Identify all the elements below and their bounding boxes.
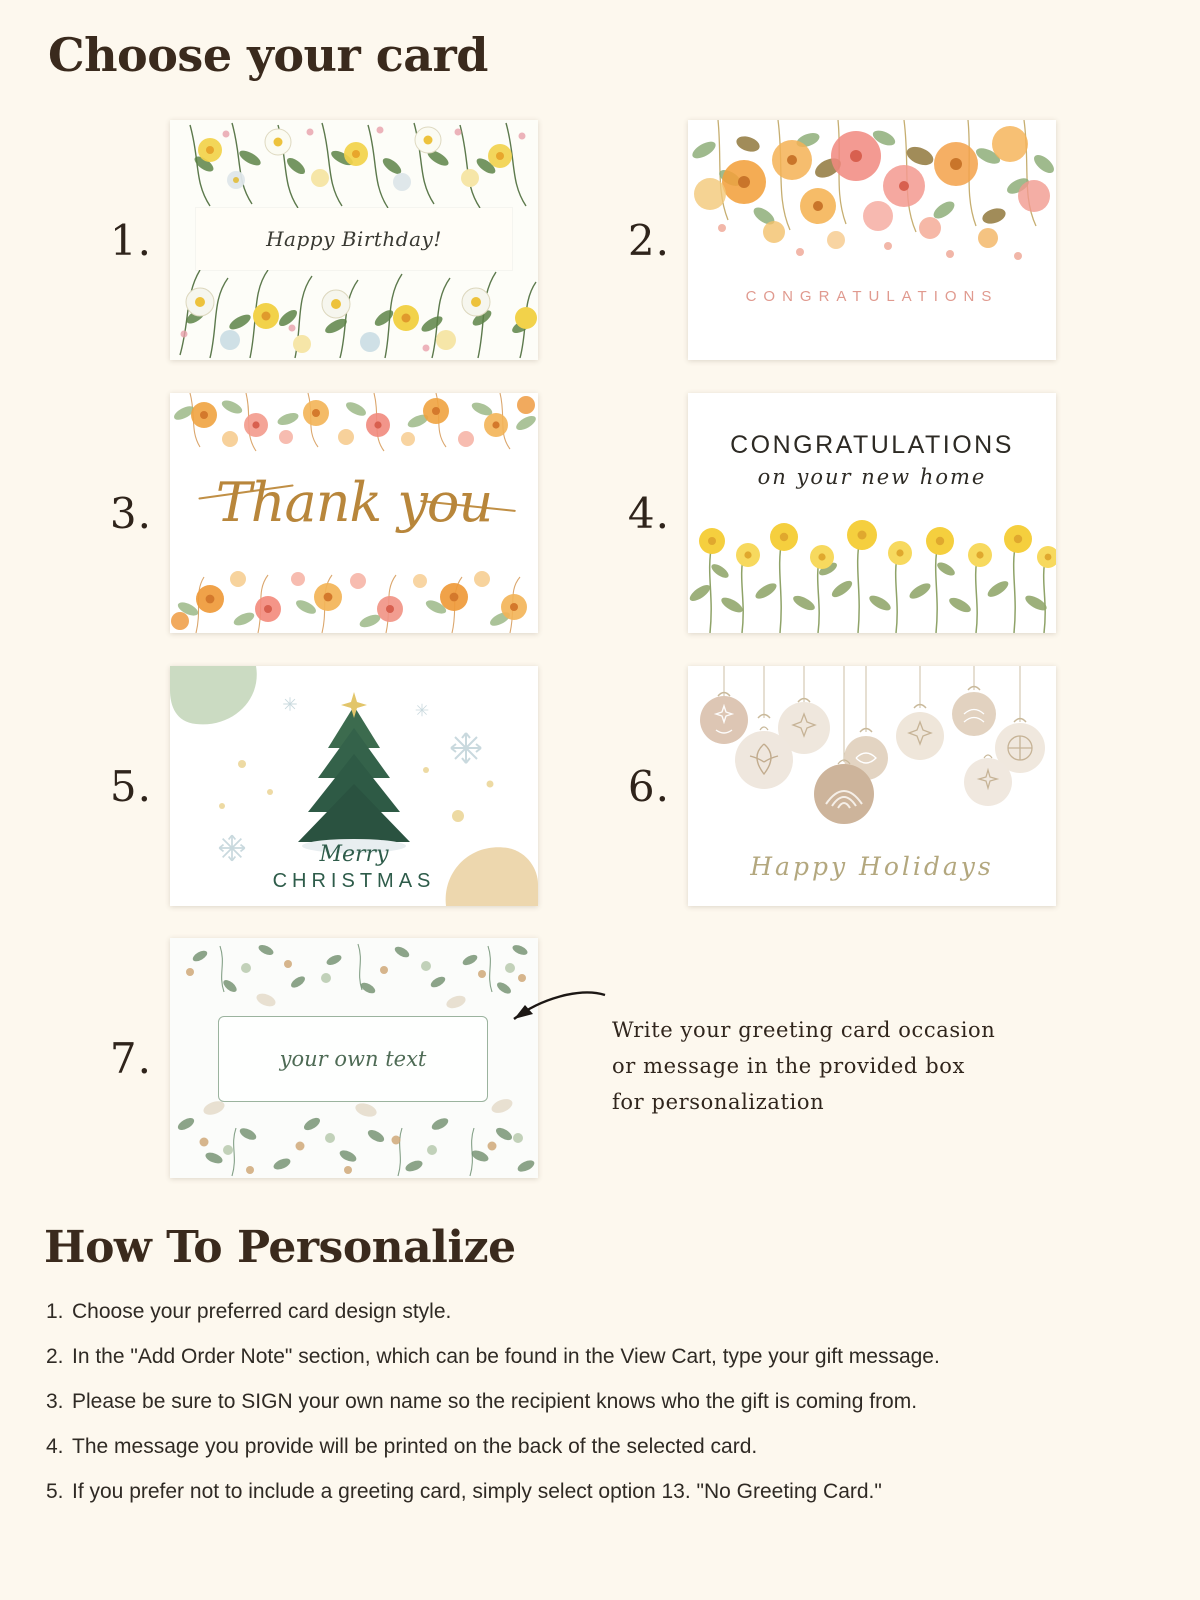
annotation-line-2: or message in the provided box [612,1054,965,1078]
card-thumbnail-1[interactable] [170,120,538,360]
annotation-line-3: for personalization [612,1090,825,1114]
page-title: Choose your card [48,28,488,82]
card-thumbnail-2[interactable] [688,120,1056,360]
card-5-sublabel: CHRISTMAS [272,870,436,892]
list-item [46,1435,1166,1459]
instructions-list [46,1300,1166,1525]
card-7-label: your own text [279,1047,427,1071]
annotation-text [612,1012,1082,1120]
list-item [46,1390,1166,1414]
instruction-text: In the "Add Order Note" section, which can be found in the View Cart, type your gift message. [72,1345,940,1368]
card-4-label: CONGRATULATIONS [730,431,1014,459]
card-number-6: 6. [627,761,670,811]
instruction-number: 4. [46,1435,64,1458]
card-number-3: 3. [109,488,152,538]
list-item [46,1480,1166,1504]
instruction-number: 1. [46,1300,64,1323]
instruction-text: The message you provide will be printed on the back of the selected card. [72,1435,758,1458]
arrow-icon [500,985,610,1045]
card-option-2[interactable] [608,120,1056,360]
watercolor-floral-icon [688,120,1056,360]
list-item [46,1300,1166,1324]
card-number-1: 1. [109,215,152,265]
instruction-text: If you prefer not to include a greeting card, simply select option 13. "No Greeting Card." [72,1480,882,1503]
card-6-label: Happy Holidays [750,852,994,881]
card-thumbnail-4[interactable] [688,393,1056,633]
card-thumbnail-3[interactable] [170,393,538,633]
instruction-text: Choose your preferred card design style. [72,1300,452,1323]
instruction-number: 3. [46,1390,64,1413]
instruction-number: 2. [46,1345,64,1368]
card-5-label: Merry [319,842,389,867]
card-7-text-frame [218,1016,488,1102]
card-number-2: 2. [627,215,670,265]
card-4-sublabel: on your new home [757,465,987,489]
card-thumbnail-7[interactable] [170,938,538,1178]
card-3-label: Thank you [215,471,493,534]
card-option-4[interactable] [608,393,1056,633]
card-2-label: CONGRATULATIONS [745,288,999,305]
instruction-number: 5. [46,1480,64,1503]
card-option-6[interactable] [608,666,1056,906]
card-option-1[interactable] [90,120,538,360]
card-number-5: 5. [109,761,152,811]
card-option-3[interactable] [90,393,538,633]
card-1-label: Happy Birthday! [266,227,442,251]
list-item [46,1345,1166,1369]
instruction-text: Please be sure to SIGN your own name so the recipient knows who the gift is coming from. [72,1390,918,1413]
card-number-4: 4. [627,488,670,538]
card-option-7[interactable] [90,938,538,1178]
annotation-line-1: Write your greeting card occasion [612,1018,996,1042]
card-1-text-banner [196,208,512,270]
card-thumbnail-6[interactable] [688,666,1056,906]
card-option-5[interactable] [90,666,538,906]
section-title-how-to-personalize: How To Personalize [44,1222,516,1273]
card-thumbnail-5[interactable] [170,666,538,906]
card-number-7: 7. [109,1033,152,1083]
yellow-daisies-icon [688,393,1056,633]
